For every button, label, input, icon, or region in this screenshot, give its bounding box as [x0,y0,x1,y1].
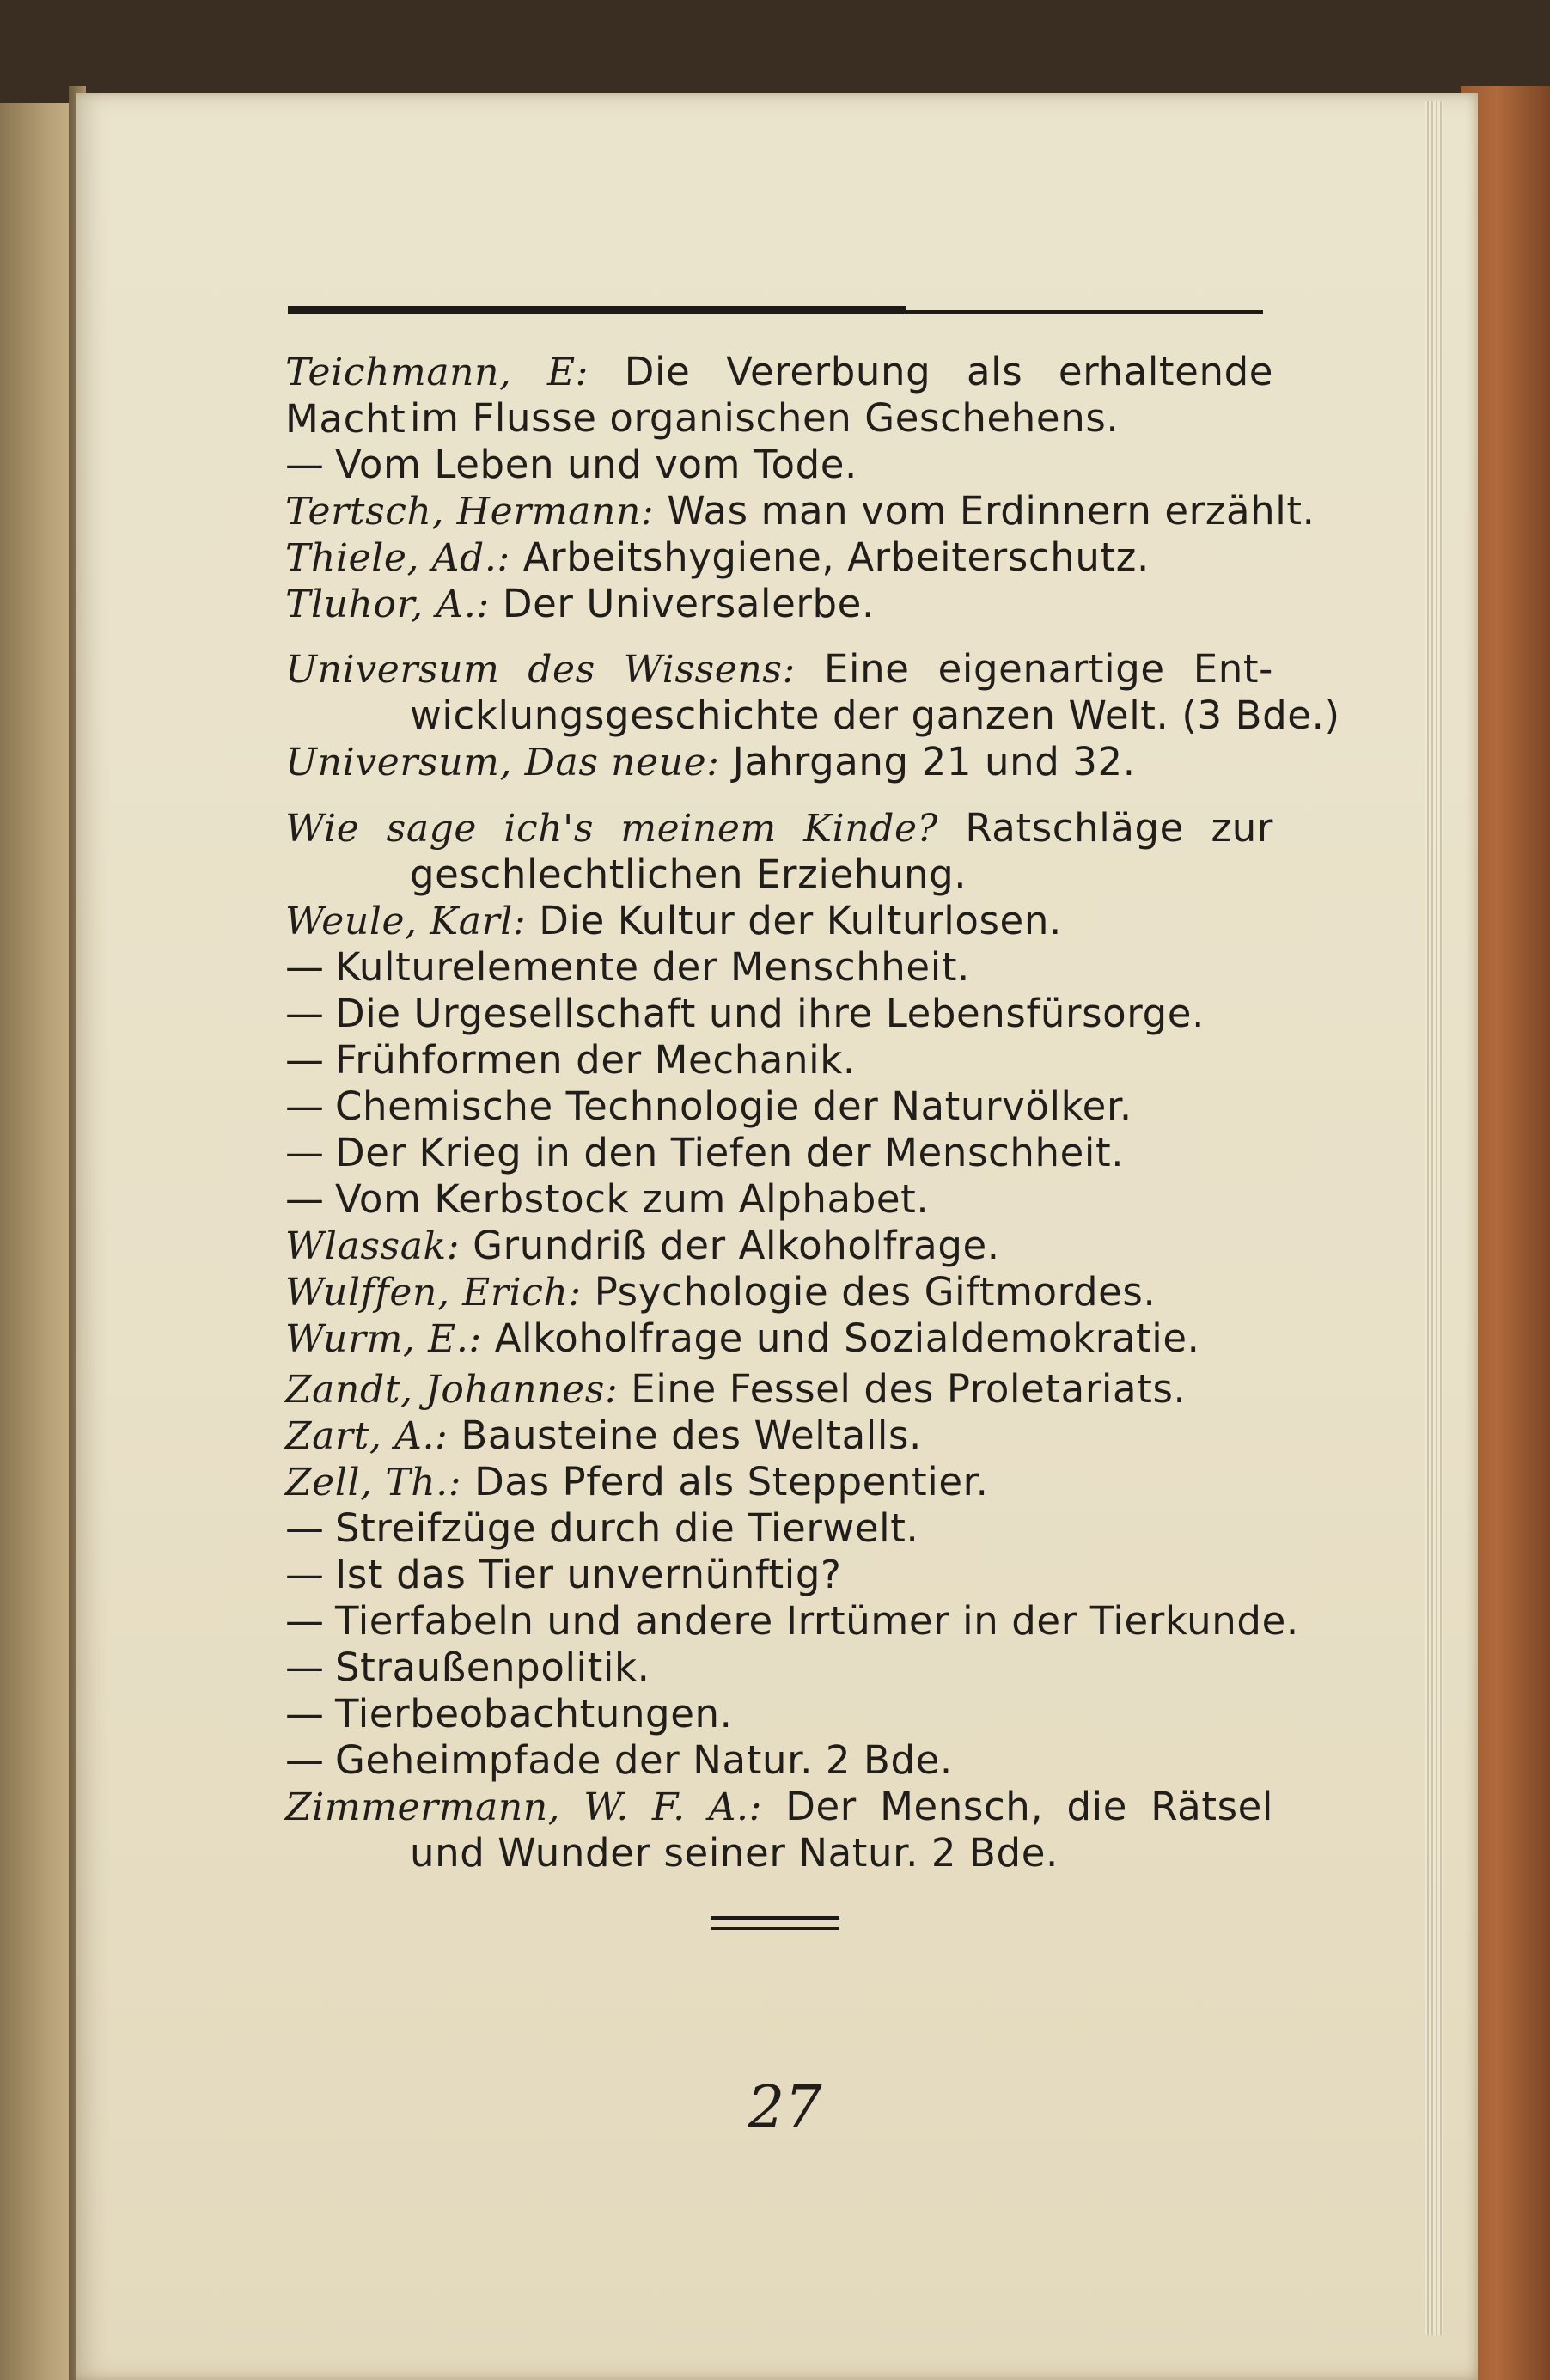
entry-title-line: Bausteine des Weltalls. [461,1413,922,1458]
bibliography-entry [285,739,1273,785]
bibliography-entry [285,1223,1273,1269]
ditto-dash: — [285,1505,325,1551]
entry-title-line: Der Universalerbe. [502,581,875,626]
entry-author: Zell, Th.: [285,1461,462,1504]
ditto-dash: — [285,1552,325,1597]
entry-title-line: Alkoholfrage und Sozialdemokratie. [494,1315,1200,1361]
entry-title-line: Straußenpolitik. [335,1645,650,1690]
entry-title-line: Jahrgang 21 und 32. [732,739,1136,784]
entry-author: Zimmermann, W. F. A.: [285,1785,763,1829]
entry-title-line: Tierbeobachtungen. [335,1691,733,1736]
bibliography-entry [285,534,1273,581]
bibliography-entry [285,1459,1273,1505]
bibliography-entry [285,898,1273,944]
entry-title-line: Kulturelemente der Menschheit. [335,944,970,990]
entry-title-line: Arbeitshygiene, Arbeiterschutz. [522,534,1150,580]
bibliography-entry [285,1505,1273,1552]
bibliography-entry [285,805,1273,898]
bibliography-entry [285,349,1273,442]
end-ornament-rule [711,1916,839,1930]
bibliography-entry [285,488,1315,534]
entry-title-line: Vom Kerbstock zum Alphabet. [335,1176,930,1222]
bibliography-entry [285,1598,1299,1645]
bibliography-entry [285,1691,1273,1737]
bibliography-entry [285,1269,1273,1315]
bibliography-entry [285,581,1273,627]
entry-title-line: Die Kultur der Kulturlosen. [539,898,1062,943]
ditto-dash: — [285,1691,325,1736]
entry-title-line: Chemische Technologie der Naturvölker. [335,1083,1132,1129]
entry-author: Tluhor, A.: [285,583,490,626]
entry-title-line: Grundriß der Alkoholfrage. [473,1223,1000,1268]
bibliography-entry [285,1130,1273,1176]
entry-title-line: Eine eigenartige Ent- [823,646,1273,692]
ditto-dash: — [285,1737,325,1783]
ditto-dash: — [285,944,325,990]
bibliography-entry [285,1552,1273,1598]
entry-title-line: Der Mensch, die Rätsel [785,1784,1274,1829]
ditto-dash: — [285,1645,325,1690]
ditto-dash: — [285,1176,325,1222]
bibliography-entry [285,1737,1273,1784]
entry-title-line: Psychologie des Giftmordes. [594,1269,1156,1315]
header-rule [288,310,1263,314]
entry-author: Teichmann, E: [285,351,589,394]
bibliography-entry [285,1366,1273,1413]
entry-author: Universum, Das neue: [285,741,720,784]
entry-author: Tertsch, Hermann: [285,490,655,534]
bibliography-entry [285,991,1273,1037]
entry-title-line: Der Krieg in den Tiefen der Menschheit. [335,1130,1125,1175]
bibliography-entry [285,1037,1273,1083]
entry-author: Zart, A.: [285,1414,449,1458]
entry-title-line: Streifzüge durch die Tierwelt. [335,1505,919,1551]
ditto-dash: — [285,1130,325,1175]
entry-title-line: Tierfabeln und andere Irrtümer in der Tierkunde. [335,1598,1299,1644]
entry-title-line: Ist das Tier unvernünftig? [335,1552,842,1597]
entry-author: Thiele, Ad.: [285,536,510,580]
entry-title-line: Geheimpfade der Natur. 2 Bde. [335,1737,953,1783]
bibliography-entry [285,1315,1273,1362]
entry-author: Wulffen, Erich: [285,1271,582,1315]
entry-author: Universum des Wissens: [285,648,796,692]
bibliography-entry [285,1083,1273,1130]
entry-title-line: Frühformen der Mechanik. [335,1037,856,1083]
entry-title-line: Vom Leben und vom Tode. [335,442,857,487]
bibliography-entry [285,442,1273,488]
bibliography-entry [285,944,1273,991]
entry-title-line: Ratschläge zur [965,805,1273,851]
ditto-dash: — [285,1083,325,1129]
entry-title-line: Die Vererbung als erhaltende Macht [285,349,1274,442]
bibliography-entry [285,1413,1273,1459]
bibliography-entry [285,1645,1273,1691]
entry-title-line: Die Urgesellschaft und ihre Lebensfürsorge. [335,991,1205,1036]
bibliography-entry [285,1176,1273,1223]
entry-title-line: Das Pferd als Steppentier. [474,1459,989,1504]
entry-title-line: und Wunder seiner Natur. 2 Bde. [410,1830,1059,1876]
entry-title-line: geschlechtlichen Erziehung. [410,851,967,897]
left-page-edge [0,103,77,2380]
entry-title-line: Eine Fessel des Proletariats. [631,1366,1187,1412]
ditto-dash: — [285,1037,325,1083]
ditto-dash: — [285,991,325,1036]
entry-title-line: wicklungsgeschichte der ganzen Welt. (3 Bde.) [410,693,1340,738]
entry-author: Wlassak: [285,1224,461,1268]
entry-title-line: im Flusse organischen Geschehens. [410,395,1120,441]
bibliography-entry [285,646,1340,739]
entry-author: Wurm, E.: [285,1317,482,1361]
ditto-dash: — [285,1598,325,1644]
page-stack-edge [1425,101,1443,2335]
entry-author: Zandt, Johannes: [285,1368,619,1412]
entry-title-line: Was man vom Erdinnern erzählt. [667,488,1315,534]
entry-author: Wie sage ich's meinem Kinde? [285,807,938,851]
ditto-dash: — [285,442,325,487]
entry-author: Weule, Karl: [285,900,527,943]
bibliography-entry [285,1784,1273,1877]
page-number: 27 [748,2074,822,2142]
